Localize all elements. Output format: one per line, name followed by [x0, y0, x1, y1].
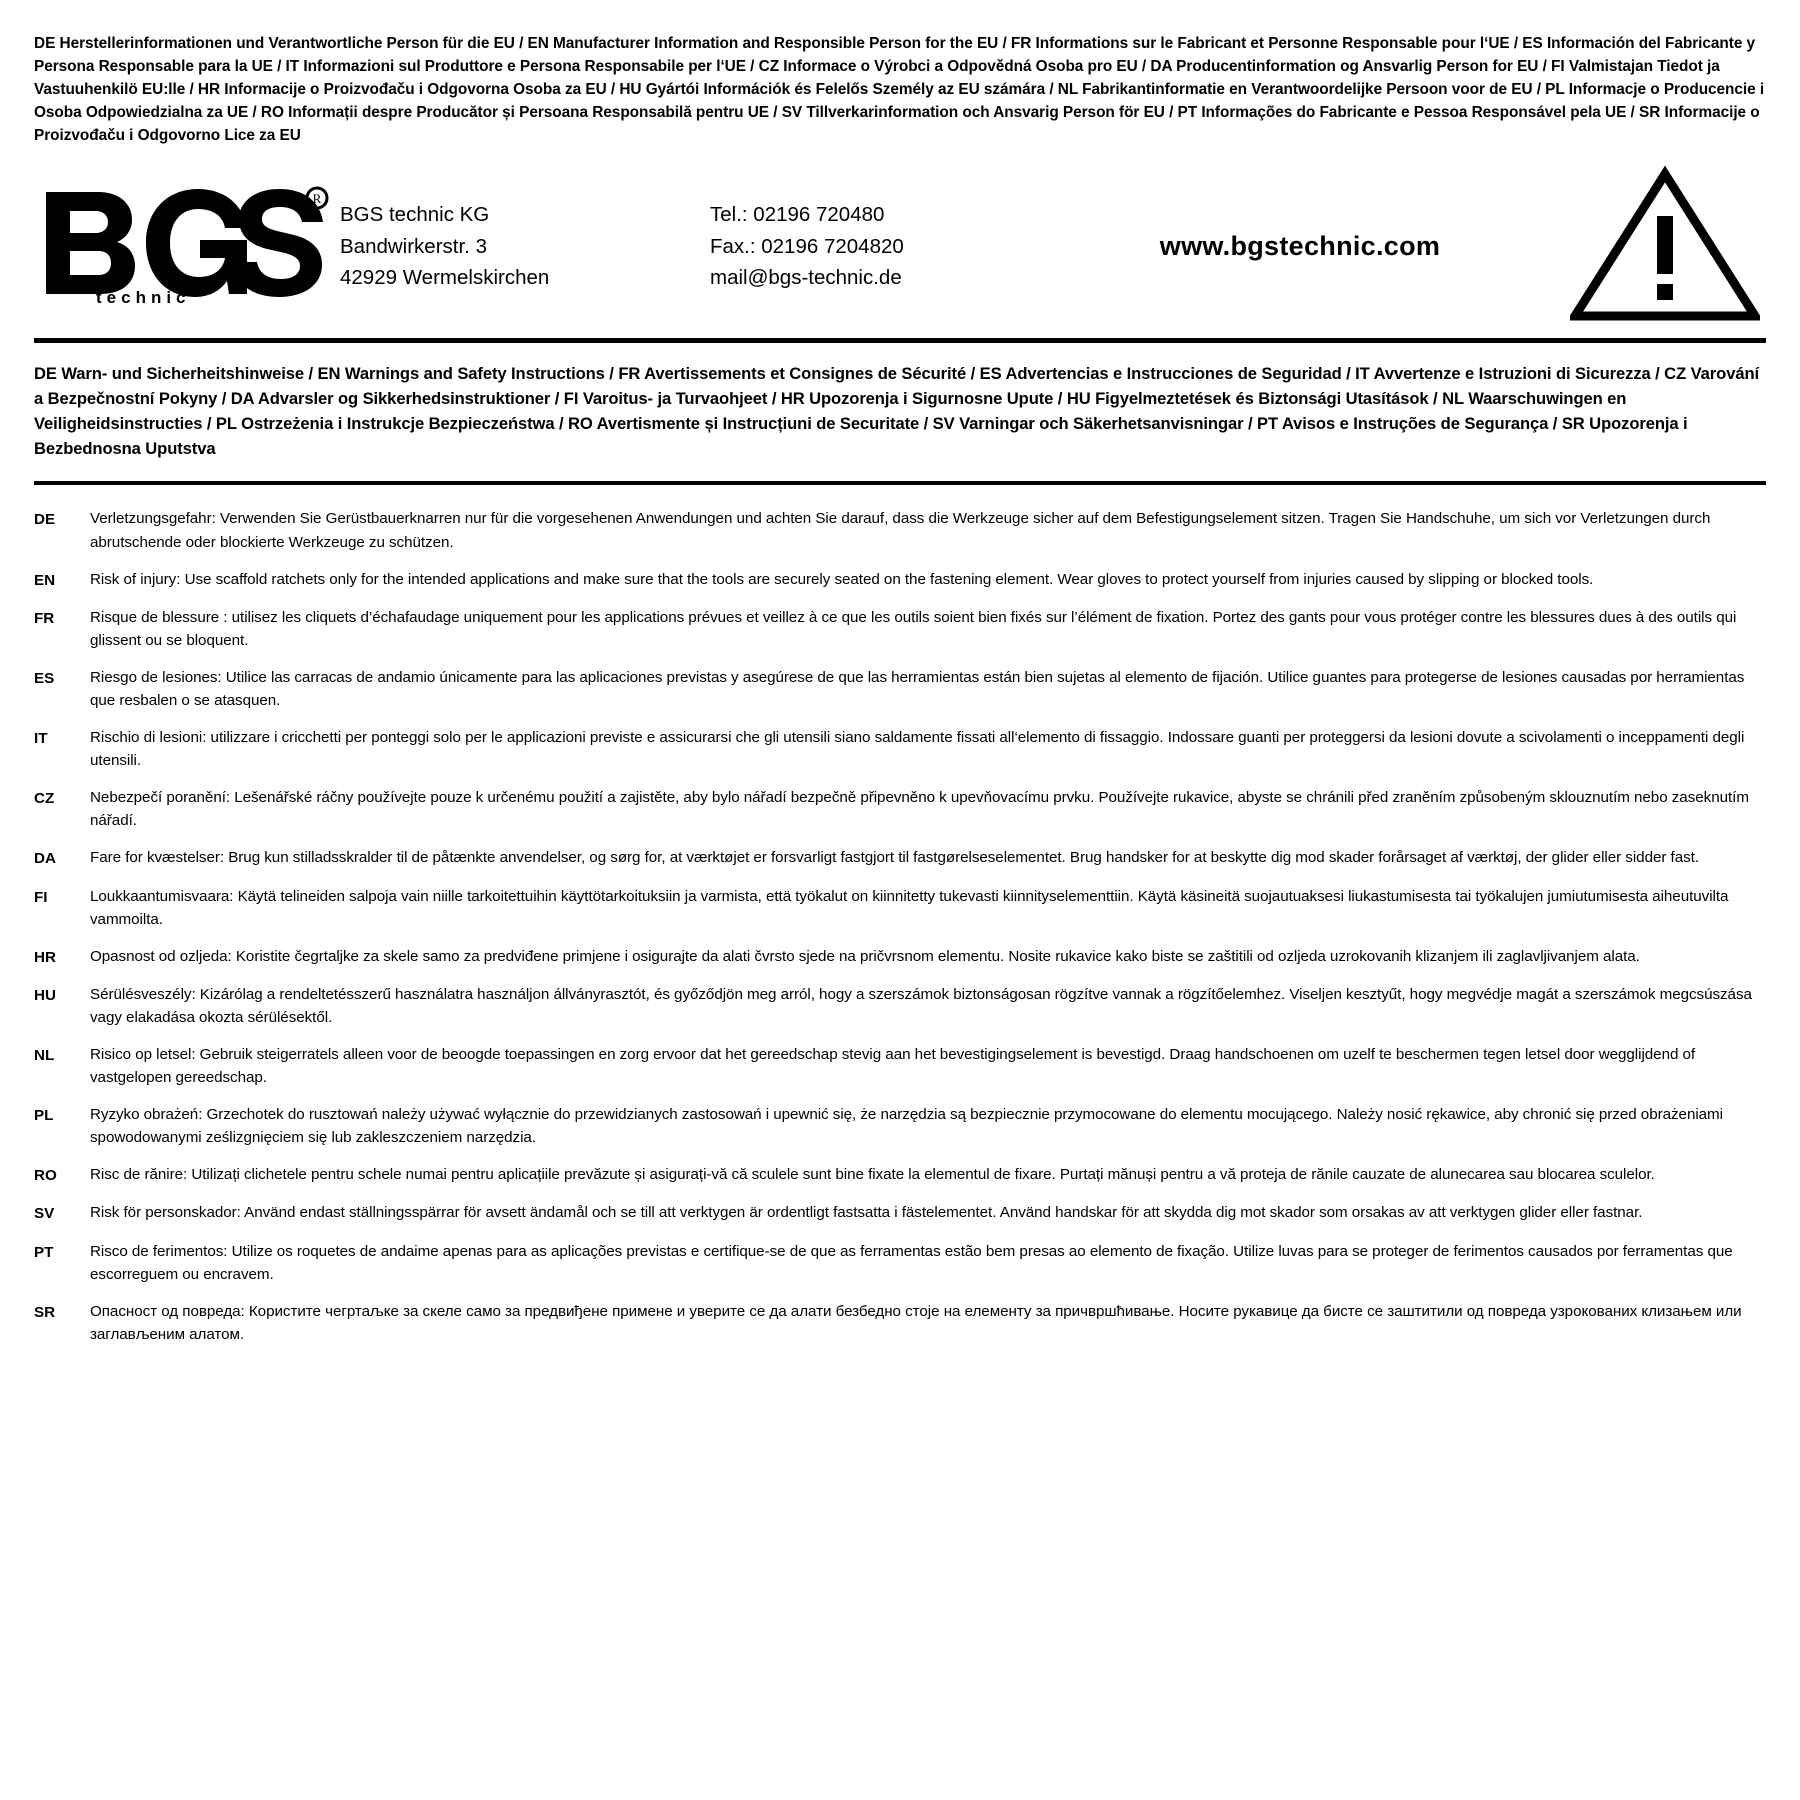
warning-text: Risco de ferimentos: Utilize os roquetes de andaime apenas para as aplicações previstas e certifique-se de que as ferramentas estão bem presas ao elemento de fixação. Utilize luvas para se proteger de ferimentos causados por ferramentas que escorreguem ou encravem.: [90, 1242, 1733, 1283]
language-code: NL: [34, 1047, 55, 1065]
svg-text:technic: technic: [96, 287, 191, 304]
warning-text: Risque de blessure : utilisez les cliquets d’échafaudage uniquement pour les applications prévues et veillez à ce que les outils soient bien fixés sur l’élément de fixation. Portez des gants pour vous protéger contre les blessures dues à des outils qui glissent ou se bloquent.: [90, 608, 1737, 649]
warning-text: Опасност од повреда: Користите чегртаљке за скеле само за предвиђене примене и уверите се да алати безбедно стоје на елементу за причвршћивање. Носите рукавице да бисте се заштитили од повреда узрокованих клизањем или заглављеним алатом.: [90, 1302, 1742, 1343]
list-item: [34, 786, 1766, 832]
list-item: [34, 983, 1766, 1029]
warning-text: Risk för personskador: Använd endast ställningsspärrar för avsett ändamål och se till att verktygen är ordentligt fastsatta i fästelementet. Använd handskar för att skydda dig mot skador som orsakas av att verktygen glider eller fastnar.: [90, 1204, 1643, 1222]
language-code: CZ: [34, 790, 55, 808]
language-code: RO: [34, 1167, 57, 1185]
company-email[interactable]: mail@bgs-technic.de: [710, 266, 902, 290]
warning-text: Sérülésveszély: Kizárólag a rendeltetésszerű használatra használjon állványrasztót, és győződjön meg arról, hogy a szerszámok biztonságosan rögzítve vannak a rögzítőelemhez. Viseljen kesztyűt, hogy megvédje magát a szerszámok megcsúszása vagy elakadása okozta sérülésektől.: [90, 985, 1752, 1026]
warning-triangle-svg: [1570, 164, 1760, 324]
list-item: [34, 507, 1766, 553]
company-city: 42929 Wermelskirchen: [340, 266, 550, 290]
language-code: HR: [34, 948, 56, 966]
list-item: [34, 945, 1766, 969]
language-code: HU: [34, 986, 56, 1004]
warning-text: Rischio di lesioni: utilizzare i cricchetti per ponteggi solo per le applicazioni previste e assicurarsi che gli utensili siano saldamente fissati all‘elemento di fissaggio. Indossare guanti per proteggersi da lesioni dovute a scivolamenti o inceppamenti degli utensili.: [90, 729, 1745, 770]
language-code: PT: [34, 1243, 54, 1261]
company-address: [340, 193, 710, 294]
manufacturer-info-heading: DE Herstellerinformationen und Verantwortliche Person für die EU / EN Manufacturer Information and Responsible Person for the EU / FR Informations sur le Fabricant et Personne Responsable pour l‘UE / ES Información del Fabricante y Persona Responsable para la UE / IT Informazioni sul Produttore e Persona Responsabile per l‘UE / CZ Informace o Výrobci a Odpovědná Osoba pro EU / DA Producentinformation og Ansvarlig Person for EU / FI Valmistajan Tiedot ja Vastuuhenkilö EU:lle / HR Informacije o Proizvođaču i Odgovorna Osoba za EU / HU Gyártói Információk és Felelős Személy az EU számára / NL Fabrikantinformatie en Verantwoordelijke Persoon voor de EU / PL Informacje o Producencie i Osoba Odpowiedzialna za UE / RO Informații despre Producător și Persoana Responsabilă pentru UE / SV Tillverkarinformation och Ansvarig Person för EU / PT Informações do Fabricante e Pessoa Responsável pela UE / SR Informacije o Proizvođaču i Odgovorno Lice za EU: [34, 35, 1765, 145]
language-code: SR: [34, 1303, 56, 1321]
list-item: [34, 606, 1766, 652]
warning-text: Risk of injury: Use scaffold ratchets only for the intended applications and make sure that the tools are securely seated on the fastening element. Wear gloves to protect yourself from injuries caused by slipping or blocked tools.: [90, 570, 1594, 588]
list-item: [34, 1043, 1766, 1089]
list-item: [34, 1300, 1766, 1346]
language-code: ES: [34, 669, 55, 687]
bgs-logo: [34, 184, 340, 304]
list-item: [34, 1163, 1766, 1187]
warning-text: Riesgo de lesiones: Utilice las carracas de andamio únicamente para las aplicaciones previstas y asegúrese de que las herramientas están bien sujetas al elemento de fijación. Utilice guantes para protegerse de lesiones causadas por herramientas que resbalen o se atasquen.: [90, 668, 1745, 709]
warning-entries-list: [34, 507, 1766, 1346]
company-band: [34, 164, 1766, 343]
svg-text:R: R: [312, 190, 322, 206]
language-code: PL: [34, 1107, 54, 1125]
company-name: BGS technic KG: [340, 202, 490, 226]
company-fax: Fax.: 02196 7204820: [710, 234, 904, 258]
warnings-section-heading: DE Warn- und Sicherheitshinweise / EN Warnings and Safety Instructions / FR Avertissements et Consignes de Sécurité / ES Advertencias e Instrucciones de Seguridad / IT Avvertenze e Istruzioni di Sicurezza / CZ Varování a Bezpečnostní Pokyny / DA Advarsler og Sikkerhedsinstruktioner / FI Varoitus- ja Turvaohjeet / HR Upozorenja i Sigurnosne Upute / HU Figyelmeztetések és Biztonsági Utasítások / NL Waarschuwingen en Veiligheidsinstructies / PL Ostrzeżenia i Instrukcje Bezpieczeństwa / RO Avertismente și Instrucțiuni de Securitate / SV Varningar och Säkerhetsanvisningar / PT Avisos e Instruções de Segurança / SR Upozorenja i Bezbednosna Uputstva: [34, 361, 1766, 486]
list-item: [34, 1201, 1766, 1225]
language-code: SV: [34, 1205, 55, 1223]
warning-text: Opasnost od ozljeda: Koristite čegrtaljke za skele samo za predviđene primjene i osigurajte da alati čvrsto sjede na pričvrsnom elementu. Nosite rukavice kako biste se zaštitili od ozljeda uzrokovanih klizanjem ili zaglavljivanjem alata.: [90, 947, 1640, 965]
list-item: [34, 568, 1766, 592]
warning-text: Ryzyko obrażeń: Grzechotek do rusztowań należy używać wyłącznie do przewidzianych zastosowań i upewnić się, że narzędzia są bezpiecznie przymocowane do elementu mocującego. Należy nosić rękawice, aby chronić się przed obrażeniami spowodowanymi ześlizgnięciem się lub zakleszczeniem narzędzia.: [90, 1106, 1723, 1147]
warning-text: Nebezpečí poranění: Lešenářské ráčny používejte pouze k určenému použití a zajistěte, aby bylo nářadí bezpečně připevněno k upevňovacímu prvku. Používejte rukavice, abyste se chránili před zraněním způsobeným sklouznutím nebo zaseknutím nářadí.: [90, 789, 1749, 830]
language-code: EN: [34, 571, 56, 589]
language-code: FI: [34, 888, 48, 906]
list-item: [34, 1240, 1766, 1286]
list-item: [34, 885, 1766, 931]
list-item: [34, 1103, 1766, 1149]
language-code: FR: [34, 609, 55, 627]
warning-text: Risc de rănire: Utilizați clichetele pentru schele numai pentru aplicațiile prevăzute și asigurați-vă că sculele sunt bine fixate la elementul de fixare. Purtați mănuși pentru a vă proteja de rănile cauzate de alunecarea sau blocarea sculelor.: [90, 1166, 1655, 1184]
language-code: DA: [34, 850, 56, 868]
bgs-logo-icon: [40, 184, 330, 304]
company-street: Bandwirkerstr. 3: [340, 234, 487, 258]
warning-text: Risico op letsel: Gebruik steigerratels alleen voor de beoogde toepassingen en zorg ervoor dat het gereedschap stevig aan het bevestigingselement is bevestigd. Draag handschoenen om uzelf te beschermen tegen letsel door wegglijdend of vastgelopen gereedschap.: [90, 1046, 1696, 1087]
warning-text: Verletzungsgefahr: Verwenden Sie Gerüstbauerknarren nur für die vorgesehenen Anwendungen und achten Sie darauf, dass die Werkzeuge sicher auf dem Befestigungselement sitzen. Tragen Sie Handschuhe, um sich vor Verletzungen durch abrutschende oder blockierte Werkzeuge zu schützen.: [90, 510, 1711, 551]
company-contact: [710, 193, 1040, 294]
language-code: DE: [34, 511, 56, 529]
list-item: [34, 726, 1766, 772]
company-tel: Tel.: 02196 720480: [710, 202, 885, 226]
language-code: IT: [34, 730, 48, 748]
company-website[interactable]: www.bgstechnic.com: [1159, 231, 1441, 262]
warning-triangle-icon: [1560, 164, 1766, 324]
list-item: [34, 666, 1766, 712]
warning-text: Loukkaantumisvaara: Käytä telineiden salpoja vain niille tarkoitettuihin käyttötarkoituksiin ja varmista, että työkalut on kiinnitetty tukevasti kiinnityselementtiin. Käytä käsineitä suojautuaksesi liukastumisesta tai työkalujen jumiutumisesta aiheutuvilta vammoilta.: [90, 887, 1729, 928]
warning-text: Fare for kvæstelser: Brug kun stilladsskralder til de påtænkte anvendelser, og sørg for, at værktøjet er forsvarligt fastgjort til fastgørelseselementet. Brug handsker for at beskytte dig mod skader forårsaget af værktøj, der glider eller sidder fast.: [90, 849, 1699, 867]
list-item: [34, 846, 1766, 870]
